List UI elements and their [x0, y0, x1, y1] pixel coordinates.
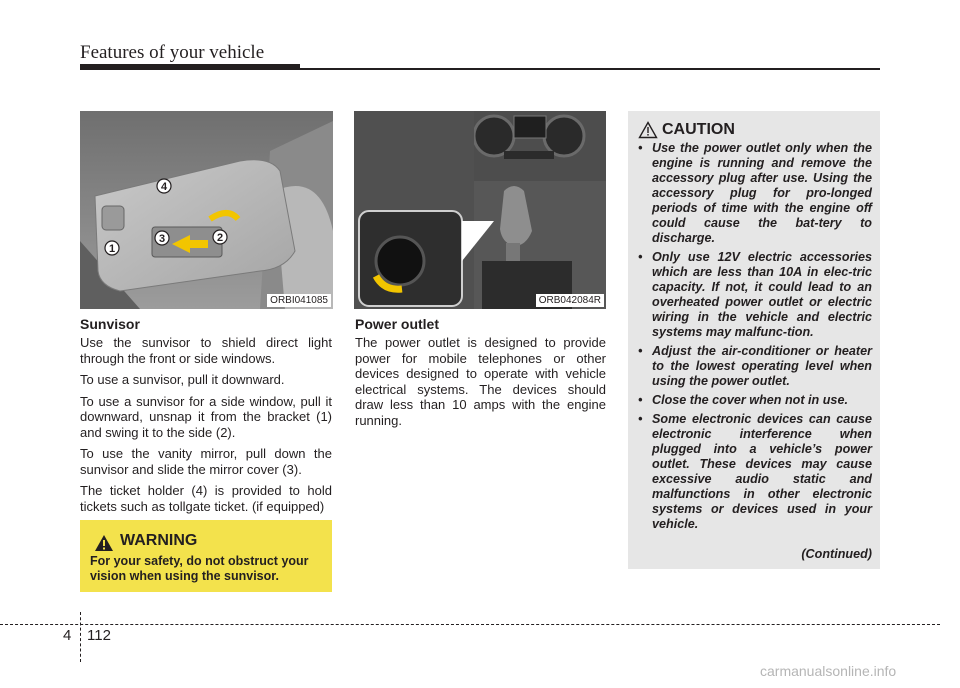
- power-outlet-body: The power outlet is designed to provide power for mobile telephones or other devices designed to operate with vehicle electrical systems. The devices should draw less than 10 amps with the engine running.: [355, 335, 606, 428]
- page-header-title: Features of your vehicle: [80, 42, 265, 63]
- caution-title: CAUTION: [662, 121, 735, 138]
- caution-list: [636, 141, 872, 536]
- sunvisor-figure: [80, 111, 333, 309]
- chapter-number: 4: [63, 627, 72, 644]
- footer-divider: [80, 612, 81, 662]
- warning-text: For your safety, do not obstruct your vision when using the sunvisor.: [90, 554, 309, 583]
- header-rule: [80, 68, 880, 70]
- page-number: 112: [87, 627, 111, 644]
- caution-item: • Use the power outlet only when the engine is running and remove the accessory plug after use. Using the accessory plug for pro-longed periods of time with the engine off could cause the bat-tery to discharge.: [636, 141, 872, 246]
- caution-box: [628, 111, 880, 569]
- callout-4: 4: [160, 181, 168, 193]
- callout-3: 3: [158, 233, 166, 245]
- callout-2: 2: [216, 232, 224, 244]
- sunvisor-paragraph: The ticket holder (4) is provided to hold tickets such as tollgate ticket. (if equipped): [80, 483, 332, 514]
- sunvisor-paragraph: To use a sunvisor, pull it downward.: [80, 372, 285, 387]
- sunvisor-figure-code: ORBI041085: [267, 294, 331, 307]
- power-outlet-heading: Power outlet: [355, 316, 440, 332]
- watermark: carmanualsonline.info: [760, 663, 897, 679]
- power-outlet-figure-code: ORB042084R: [536, 294, 604, 307]
- caution-triangle-icon: [638, 121, 658, 139]
- caution-item: • Adjust the air-conditioner or heater to the lowest operating level when using the power outlet.: [636, 344, 872, 389]
- caution-item: • Some electronic devices can cause electronic interference when plugged into a vehicle’s power outlet. These devices may cause excessive audio static and malfunctions in other electronic systems or devices used in your vehicle.: [636, 412, 872, 532]
- sunvisor-paragraph: Use the sunvisor to shield direct light through the front or side windows.: [80, 335, 332, 366]
- warning-box: [80, 520, 332, 592]
- warning-title: WARNING: [120, 532, 198, 549]
- caution-item: • Only use 12V electric accessories which are less than 10A in elec-tric capacity. If not, it could lead to an overheated power outlet or electric wiring in the vehicle and electric systems may malfunc-tion.: [636, 250, 872, 340]
- sunvisor-paragraph: To use a sunvisor for a side window, pull it downward, unsnap it from the bracket (1) and swing it to the side (2).: [80, 393, 332, 440]
- caution-item: • Close the cover when not in use.: [636, 393, 872, 408]
- callout-1: 1: [108, 243, 116, 255]
- sunvisor-heading: Sunvisor: [80, 316, 140, 332]
- sunvisor-paragraph: To use the vanity mirror, pull down the sunvisor and slide the mirror cover (3).: [80, 446, 332, 477]
- continued-label: (Continued): [801, 547, 872, 561]
- sunvisor-body: [80, 335, 332, 520]
- footer-rule: [0, 624, 940, 625]
- warning-triangle-icon: [94, 534, 114, 552]
- power-outlet-figure: [354, 111, 606, 309]
